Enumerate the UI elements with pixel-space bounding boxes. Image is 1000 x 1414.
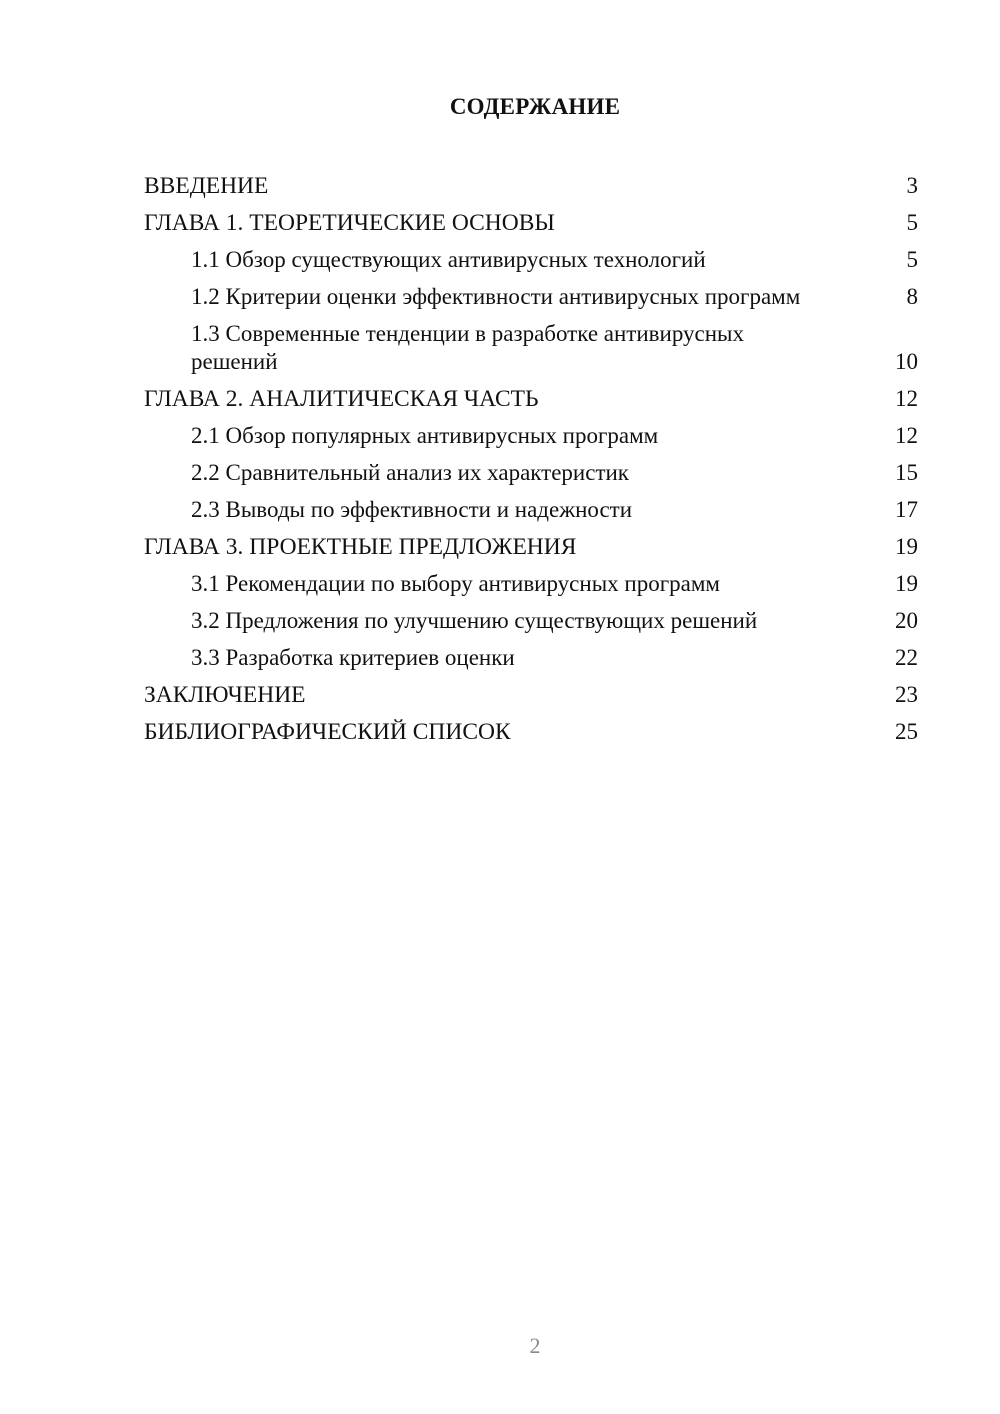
toc-entry-chapter-1[interactable] bbox=[144, 205, 918, 242]
toc-entry-page: 17 bbox=[895, 497, 918, 522]
toc-entry-label: 2.3 Выводы по эффективности и надежности bbox=[191, 497, 633, 522]
toc-entry-section-3-3[interactable] bbox=[144, 640, 918, 677]
page-number: 2 bbox=[529, 1333, 541, 1358]
toc-entry-section-2-1[interactable] bbox=[144, 418, 918, 455]
toc-entry-conclusion[interactable] bbox=[144, 677, 918, 714]
toc-entry-section-3-1[interactable] bbox=[144, 566, 918, 603]
toc-entry-page: 12 bbox=[895, 386, 918, 411]
toc-entry-label: 1.2 Критерии оценки эффективности антивирусных программ bbox=[191, 284, 801, 309]
toc-entry-label: 1.1 Обзор существующих антивирусных технологий bbox=[191, 247, 706, 272]
toc-entry-page: 19 bbox=[895, 534, 918, 559]
toc-entry-label: ГЛАВА 3. ПРОЕКТНЫЕ ПРЕДЛОЖЕНИЯ bbox=[144, 534, 577, 560]
page-title: СОДЕРЖАНИЕ bbox=[449, 94, 621, 119]
toc-entry-page: 19 bbox=[895, 571, 918, 596]
toc-entry-label: 2.1 Обзор популярных антивирусных программ bbox=[191, 423, 659, 448]
toc-entry-label: ГЛАВА 1. ТЕОРЕТИЧЕСКИЕ ОСНОВЫ bbox=[144, 210, 555, 236]
table-of-contents bbox=[144, 168, 918, 751]
toc-entry-section-1-2[interactable] bbox=[144, 279, 918, 316]
toc-entry-chapter-3[interactable] bbox=[144, 529, 918, 566]
toc-entry-chapter-2[interactable] bbox=[144, 381, 918, 418]
toc-entry-label: 2.2 Сравнительный анализ их характеристик bbox=[191, 460, 629, 485]
toc-entry-section-2-3[interactable] bbox=[144, 492, 918, 529]
toc-entry-label: ЗАКЛЮЧЕНИЕ bbox=[144, 682, 306, 708]
toc-entry-label: ГЛАВА 2. АНАЛИТИЧЕСКАЯ ЧАСТЬ bbox=[144, 386, 539, 412]
toc-entry-label: 3.2 Предложения по улучшению существующих решений bbox=[191, 608, 758, 633]
toc-entry-page: 20 bbox=[895, 608, 918, 633]
toc-entry-bibliography[interactable] bbox=[144, 714, 918, 751]
toc-entry-page: 25 bbox=[895, 719, 918, 744]
toc-entry-page: 5 bbox=[906, 247, 918, 272]
toc-entry-page: 8 bbox=[906, 284, 918, 309]
toc-entry-page: 23 bbox=[895, 682, 918, 707]
toc-entry-page: 10 bbox=[895, 349, 918, 374]
toc-entry-page: 22 bbox=[895, 645, 918, 670]
toc-entry-label: ВВЕДЕНИЕ bbox=[144, 173, 269, 199]
toc-entry-section-1-1[interactable] bbox=[144, 242, 918, 279]
toc-entry-label: 1.3 Современные тенденции в разработке антивирусных решений bbox=[191, 321, 744, 374]
toc-entry-section-2-2[interactable] bbox=[144, 455, 918, 492]
toc-entry-label: 3.1 Рекомендации по выбору антивирусных программ bbox=[191, 571, 720, 596]
toc-entry-introduction[interactable] bbox=[144, 168, 918, 205]
toc-entry-section-3-2[interactable] bbox=[144, 603, 918, 640]
toc-entry-label: БИБЛИОГРАФИЧЕСКИЙ СПИСОК bbox=[144, 719, 511, 745]
toc-entry-page: 12 bbox=[895, 423, 918, 448]
toc-entry-page: 5 bbox=[906, 210, 918, 235]
toc-entry-section-1-3[interactable] bbox=[144, 316, 918, 381]
toc-entry-page: 15 bbox=[895, 460, 918, 485]
toc-entry-label: 3.3 Разработка критериев оценки bbox=[191, 645, 515, 670]
toc-entry-page: 3 bbox=[906, 173, 918, 198]
